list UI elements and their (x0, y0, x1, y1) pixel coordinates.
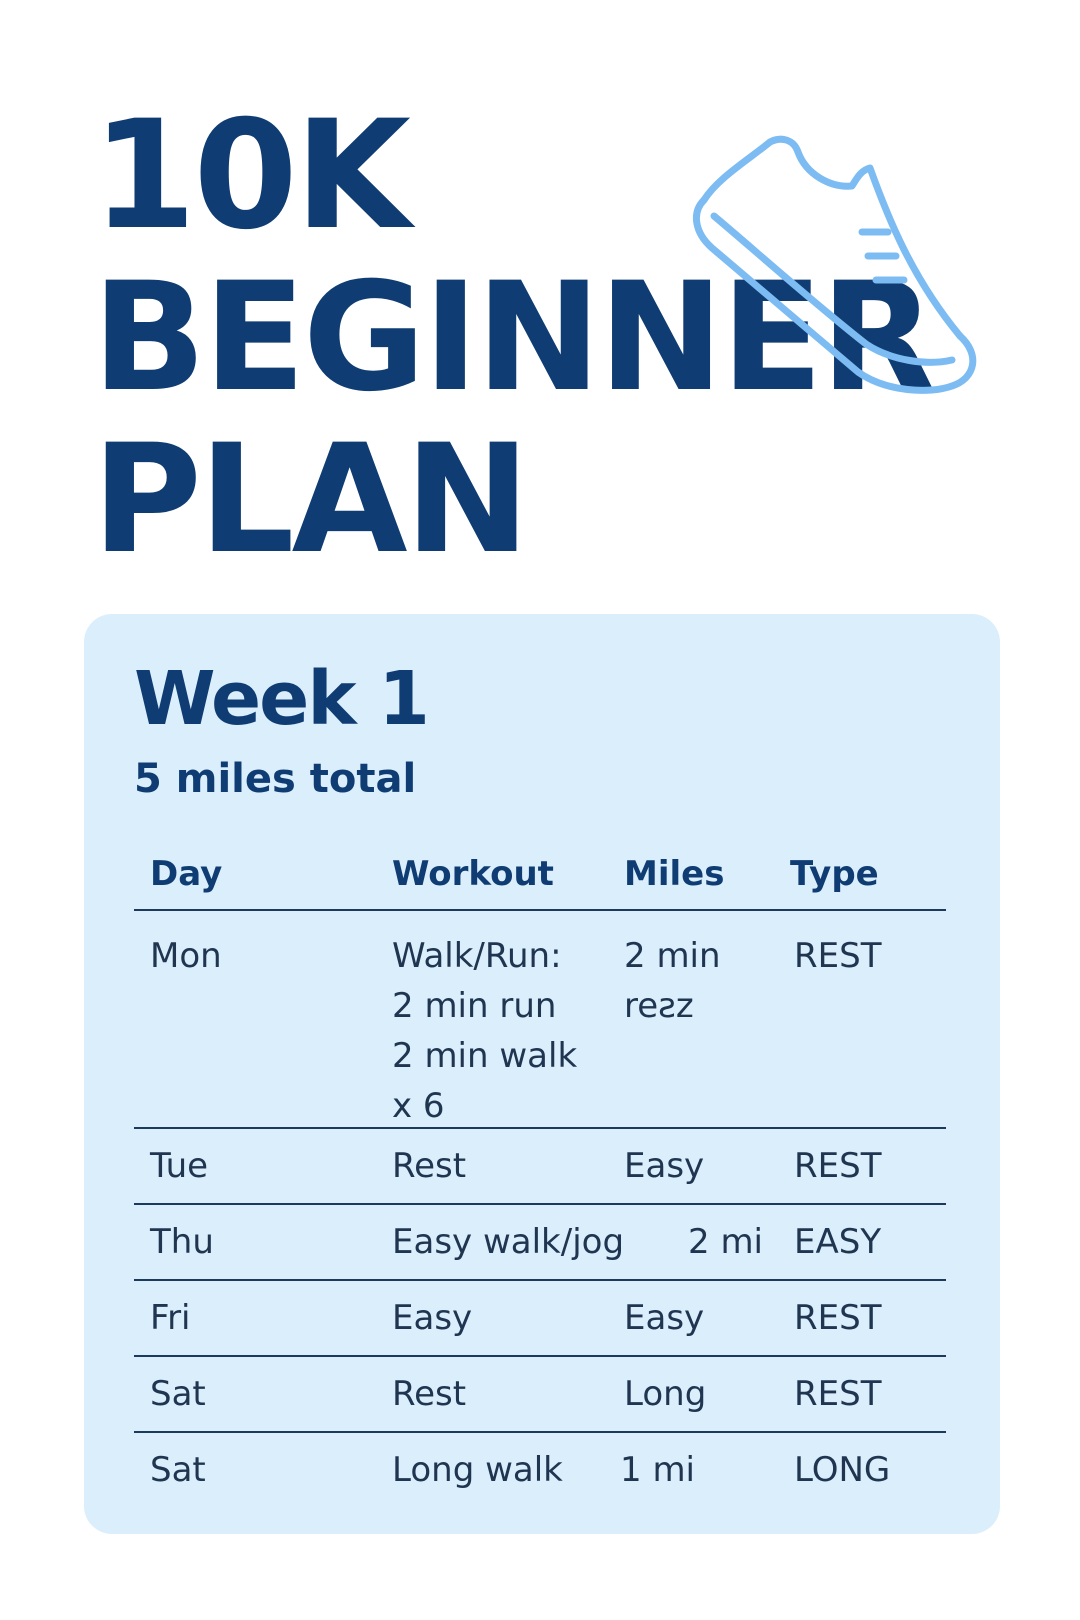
row-type: REST (794, 936, 882, 976)
row-day: Sat (150, 1374, 206, 1414)
row-workout: Long walk (392, 1450, 563, 1490)
row-miles: Easy (624, 1298, 705, 1338)
row-day: Sat (150, 1450, 206, 1490)
row-day: Tue (150, 1146, 209, 1186)
row-type: REST (794, 1374, 882, 1414)
header-miles: Miles (624, 854, 725, 894)
row-day: Thu (150, 1222, 214, 1262)
row-workout: Rest (392, 1374, 467, 1414)
row-day: Mon (150, 936, 222, 976)
week-total-miles: 5 miles total (134, 756, 417, 802)
row-type: EASY (794, 1222, 882, 1262)
header-type: Type (790, 854, 879, 894)
table-header-row (134, 829, 946, 911)
row-day: Fri (150, 1298, 191, 1338)
row-workout: Walk/Run: 2 min run 2 min walk x 6 (392, 936, 578, 1126)
table-row (134, 1357, 946, 1433)
schedule-table (134, 829, 946, 1507)
row-workout: Easy (392, 1298, 473, 1338)
week-card (84, 614, 1000, 1534)
row-miles: Easy (624, 1146, 705, 1186)
title-line-1: 10K (92, 89, 408, 263)
running-shoe-icon (690, 128, 1000, 408)
table-row (134, 1129, 946, 1205)
row-workout: Easy walk/jog (392, 1222, 625, 1262)
title-line-2: BEGINNER (92, 251, 933, 425)
table-row (134, 1433, 946, 1507)
week-title: Week 1 (134, 656, 428, 742)
row-miles: 2 mi (688, 1222, 764, 1262)
row-type: REST (794, 1146, 882, 1186)
row-type: REST (794, 1298, 882, 1338)
table-row (134, 1281, 946, 1357)
row-type: LONG (794, 1450, 891, 1490)
header-day: Day (150, 854, 223, 894)
title-line-3: PLAN (92, 413, 528, 587)
row-workout: Rest (392, 1146, 467, 1186)
row-miles: 1 mi (620, 1450, 696, 1490)
row-miles: Long (624, 1374, 707, 1414)
table-row (134, 1205, 946, 1281)
table-row (134, 911, 946, 1129)
row-miles: 2 min reƨz (624, 936, 721, 1026)
header-workout: Workout (392, 854, 554, 894)
